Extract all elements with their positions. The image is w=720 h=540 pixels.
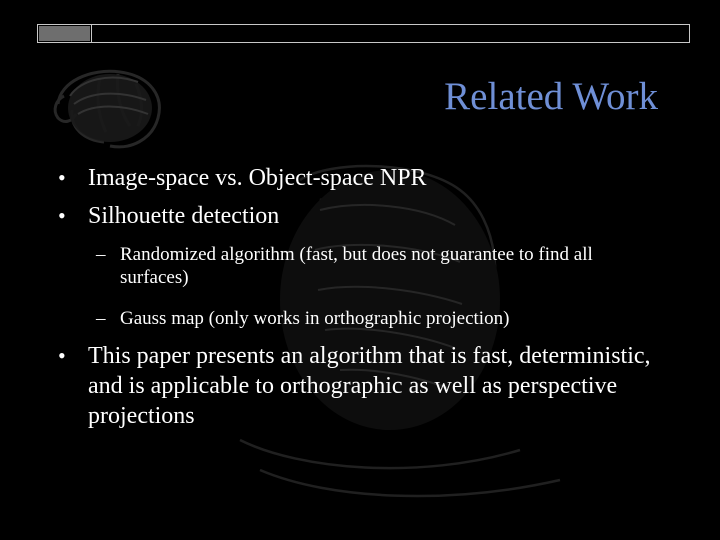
sub-bullet-text: Randomized algorithm (fast, but does not guarantee to find all surfaces)	[120, 244, 593, 288]
sub-bullet-text: Gauss map (only works in orthographic projection)	[120, 308, 510, 329]
bullet-item	[58, 202, 678, 230]
bullet-marker: •	[58, 203, 66, 228]
bullet-marker: •	[58, 343, 66, 368]
sub-bullet-item	[96, 307, 660, 330]
bullet-item	[58, 341, 678, 431]
slide-title: Related Work	[444, 75, 658, 118]
sub-bullet-item	[96, 243, 660, 289]
bullet-text: Silhouette detection	[88, 203, 280, 229]
sub-bullet-marker: –	[96, 308, 106, 329]
bullet-text: Image-space vs. Object-space NPR	[88, 165, 427, 191]
sub-bullet-marker: –	[96, 244, 106, 265]
bullet-text: This paper presents an algorithm that is fast, deterministic, and is applicable to orthographic as well as perspective projections	[88, 343, 651, 429]
bullet-item	[58, 164, 678, 192]
bullet-marker: •	[58, 165, 66, 190]
